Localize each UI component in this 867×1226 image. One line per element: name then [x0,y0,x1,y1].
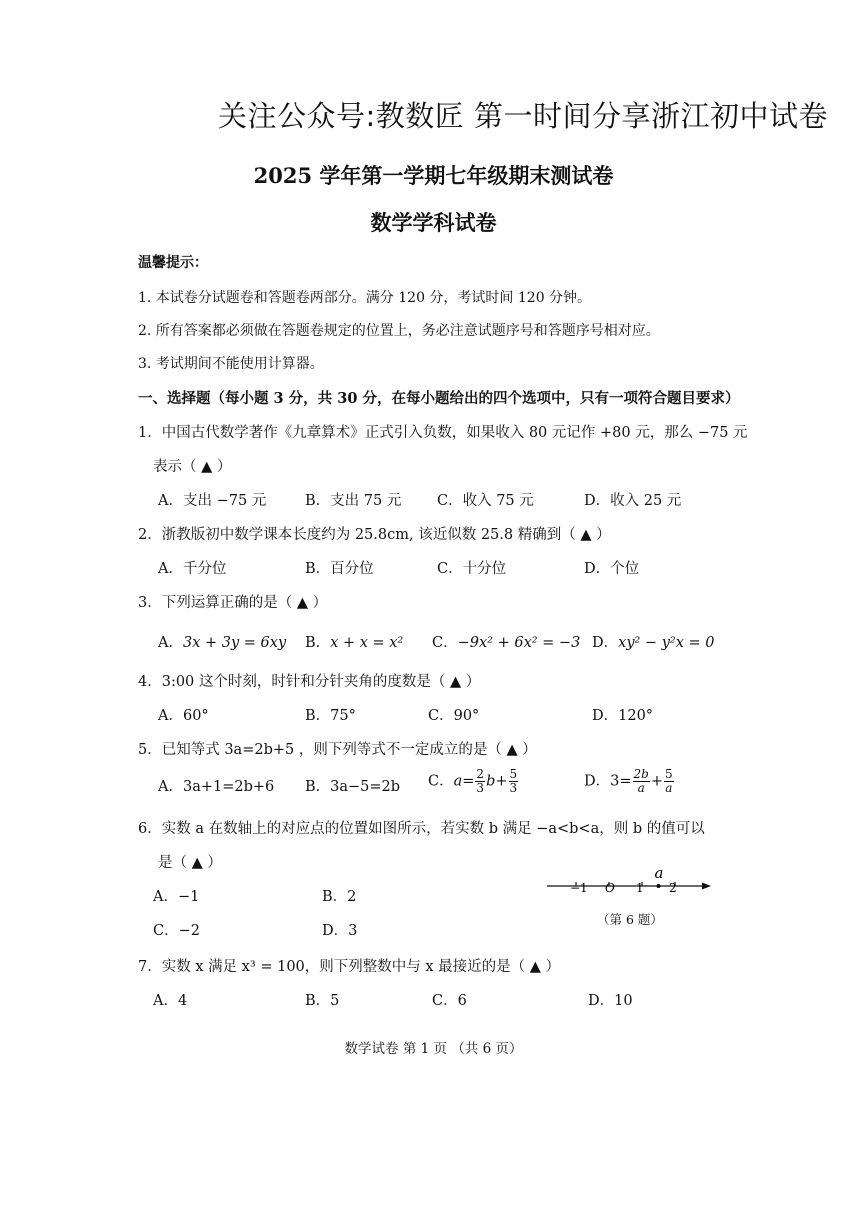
section-heading: 一、选择题（每小题 3 分，共 30 分，在每小题给出的四个选项中，只有一项符合题目要求） [138,390,740,407]
q7-option-a: A．4 [153,993,188,1009]
q2-option-d: D．个位 [584,561,640,577]
question-1-line1: 1．中国古代数学著作《九章算术》正式引入负数，如果收入 80 元记作 +80 元，那么 −75 元 [138,425,748,441]
fraction: $\frac{2}{3}$ [476,767,485,795]
fraction: $\frac{2b}{a}$ [633,767,649,795]
fraction: $\frac{5}{3}$ [509,767,518,795]
q3-option-b [305,631,403,652]
q6-option-a: A．−1 [153,889,200,905]
q5-option-b: B．3a−5=2b [305,779,401,795]
number-line-arrow [702,883,711,890]
q3-option-a-expr: 3x + 3y = 6xy [182,635,287,651]
question-7: 7．实数 x 满足 x³ = 100，则下列整数中与 x 最接近的是（ ▲ ） [138,959,561,975]
q3-option-c-label: C． [432,635,458,651]
number-line-tick-label: O [605,881,615,895]
question-3: 3．下列运算正确的是（ ▲ ） [138,595,328,611]
q1-option-c: C．收入 75 元 [437,493,534,509]
figure-caption: （第 6 题） [597,912,663,927]
q3-option-b-expr: x + x = x² [330,635,404,651]
q5-option-a: A．3a+1=2b+6 [158,779,275,795]
q4-option-d: D．120° [592,708,654,724]
number-line-tick-label: −1 [570,881,588,895]
q2-option-b: B．百分位 [305,561,374,577]
banner-text: 关注公众号:教数匠 第一时间分享浙江初中试卷 [218,99,828,133]
q5-option-d-label: D． [584,773,611,790]
q3-option-d-expr: xy² − y²x = 0 [618,635,715,651]
question-1-line2: 表示（ ▲ ） [153,459,232,475]
q7-option-d: D．10 [588,993,633,1009]
q3-option-a [158,631,286,652]
exam-subtitle: 数学学科试卷 [370,210,497,235]
q6-option-b: B．2 [322,889,357,905]
q3-option-b-label: B． [305,635,331,651]
q2-option-a: A．千分位 [158,561,227,577]
q3-option-a-label: A． [158,635,183,651]
tip-item: 3. 考试期间不能使用计算器。 [138,356,324,372]
q7-option-b: B．5 [305,993,340,1009]
q4-option-c: C．90° [428,708,480,724]
tip-item: 1. 本试卷分试题卷和答题卷两部分。满分 120 分，考试时间 120 分钟。 [138,290,592,306]
q7-option-c: C．6 [432,993,467,1009]
question-2: 2．浙教版初中数学课本长度约为 25.8cm, 该近似数 25.8 精确到（ ▲ ） [138,527,611,543]
q4-option-b: B．75° [305,708,356,724]
q2-option-c: C．十分位 [437,561,507,577]
tips-heading: 温馨提示： [138,255,208,271]
fraction: $\frac{5}{a}$ [665,767,673,795]
number-line-tick-label: 2 [669,881,677,895]
q3-option-d [592,631,714,652]
number-line-tick-label: 1 [636,881,644,895]
q5-option-c: C．a= $\frac{2}{3}$ b+ $\frac{5}{3}$ [428,767,518,795]
q3-option-d-label: D． [592,635,619,651]
q1-option-b: B．支出 75 元 [305,493,402,509]
q1-option-d: D．收入 25 元 [584,493,682,509]
exam-title: 2025 学年第一学期七年级期末测试卷 [253,163,614,188]
q5-option-d: D．3= $\frac{2b}{a}$ + $\frac{5}{a}$ [584,767,673,795]
number-line-point-label: a [654,864,664,882]
question-4: 4．3:00 这个时刻，时针和分针夹角的度数是（ ▲ ） [138,674,481,690]
q5-option-c-label: C． [428,773,454,790]
number-line-point [657,884,661,888]
q1-option-a: A．支出 −75 元 [158,493,267,509]
question-6-line2: 是（ ▲ ） [158,855,222,871]
q6-option-d: D．3 [322,923,358,939]
q3-option-c-expr: −9x² + 6x² = −3 [457,635,581,651]
question-6-line1: 6．实数 a 在数轴上的对应点的位置如图所示，若实数 b 满足 −a<b<a，则 b 的值可以 [138,821,705,837]
q3-option-c [432,631,580,652]
question-5: 5．已知等式 3a=2b+5 ，则下列等式不一定成立的是（ ▲ ） [138,742,537,758]
page-footer: 数学试卷 第 1 页 （共 6 页） [344,1041,523,1057]
q6-option-c: C．−2 [153,923,200,939]
q4-option-a: A．60° [158,708,209,724]
tip-item: 2. 所有答案都必须做在答题卷规定的位置上，务必注意试题序号和答题序号相对应。 [138,323,660,339]
